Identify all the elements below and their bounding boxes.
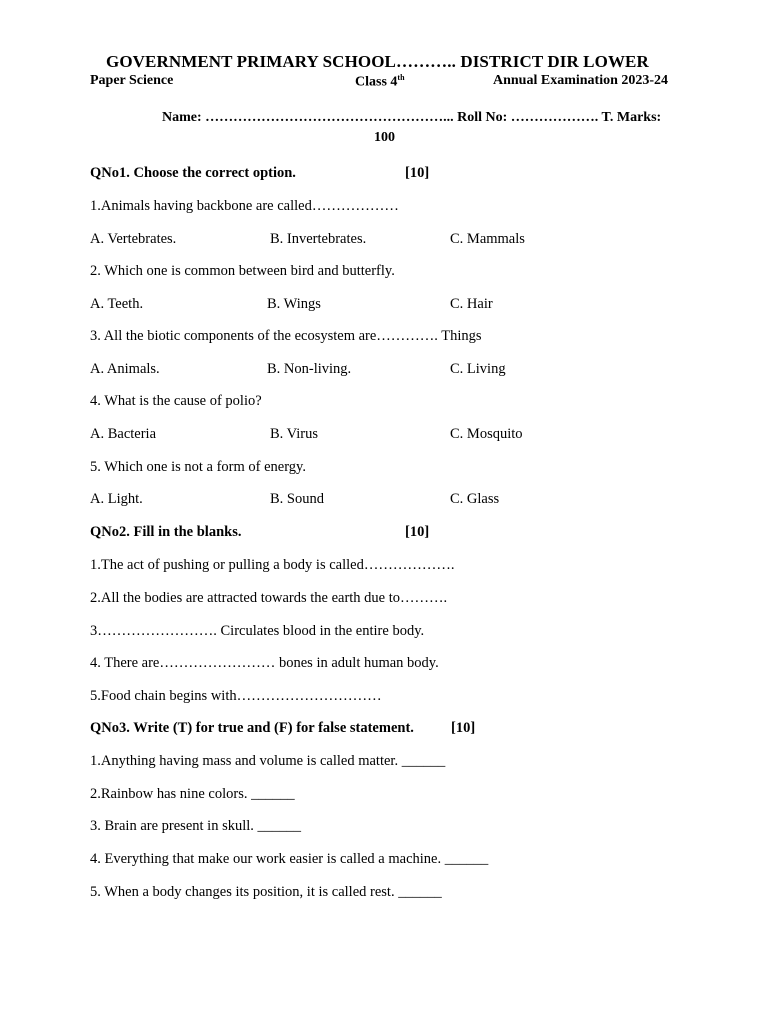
q1-question: 5. Which one is not a form of energy. xyxy=(90,459,306,475)
q1-option-c: C. Mammals xyxy=(450,231,525,247)
q1-option-c: C. Glass xyxy=(450,491,500,507)
q1-option-a: A. Bacteria xyxy=(90,426,157,442)
q3-statement: 4. Everything that make our work easier is called a machine. ______ xyxy=(90,851,489,867)
q3-statement: 1.Anything having mass and volume is called matter. ______ xyxy=(90,753,446,769)
q1-option-b: B. Non-living. xyxy=(267,361,352,377)
class-label xyxy=(355,73,405,91)
q1-option-a: A. Animals. xyxy=(90,361,160,377)
q3-heading: QNo3. Write (T) for true and (F) for false statement. xyxy=(90,720,414,736)
q1-question: 2. Which one is common between bird and butterfly. xyxy=(90,263,395,279)
exam-title: Annual Examination 2023-24 xyxy=(493,73,669,88)
class-text: Class 4 xyxy=(355,74,398,90)
q1-option-c: C. Living xyxy=(450,361,506,377)
name-roll-line: Name: ……………………………………………... Roll No: ………………. T. Marks: xyxy=(162,110,662,125)
q1-option-b: B. Virus xyxy=(270,426,319,442)
q1-option-b: B. Sound xyxy=(270,491,324,507)
q1-question: 1.Animals having backbone are called……………… xyxy=(90,198,399,214)
class-superscript: th xyxy=(397,73,405,82)
q1-option-b: B. Wings xyxy=(267,296,321,312)
q2-blank-item: 5.Food chain begins with………………………… xyxy=(90,688,382,704)
q1-option-a: A. Light. xyxy=(90,491,143,507)
q2-blank-item: 3……………………. Circulates blood in the entire body. xyxy=(90,623,425,639)
q1-marks: [10] xyxy=(405,165,430,181)
q1-question: 3. All the biotic components of the ecosystem are…………. Things xyxy=(90,328,482,344)
total-marks-value: 100 xyxy=(374,130,395,145)
q3-statement: 5. When a body changes its position, it is called rest. ______ xyxy=(90,884,442,900)
q2-heading: QNo2. Fill in the blanks. xyxy=(90,524,242,540)
q1-heading: QNo1. Choose the correct option. xyxy=(90,165,296,181)
q1-option-a: A. Vertebrates. xyxy=(90,231,177,247)
q2-blank-item: 1.The act of pushing or pulling a body is called………………. xyxy=(90,557,455,573)
q1-option-b: B. Invertebrates. xyxy=(270,231,367,247)
school-title: GOVERNMENT PRIMARY SCHOOL……….. DISTRICT DIR LOWER xyxy=(106,52,649,71)
q3-statement: 2.Rainbow has nine colors. ______ xyxy=(90,786,295,802)
q3-marks: [10] xyxy=(451,720,476,736)
q2-marks: [10] xyxy=(405,524,430,540)
q1-option-a: A. Teeth. xyxy=(90,296,144,312)
q2-blank-item: 4. There are…………………… bones in adult human body. xyxy=(90,655,439,671)
q1-option-c: C. Mosquito xyxy=(450,426,523,442)
q1-option-c: C. Hair xyxy=(450,296,493,312)
q2-blank-item: 2.All the bodies are attracted towards the earth due to………. xyxy=(90,590,448,606)
q1-question: 4. What is the cause of polio? xyxy=(90,393,262,409)
q3-statement: 3. Brain are present in skull. ______ xyxy=(90,818,302,834)
paper-subject: Paper Science xyxy=(90,73,174,88)
